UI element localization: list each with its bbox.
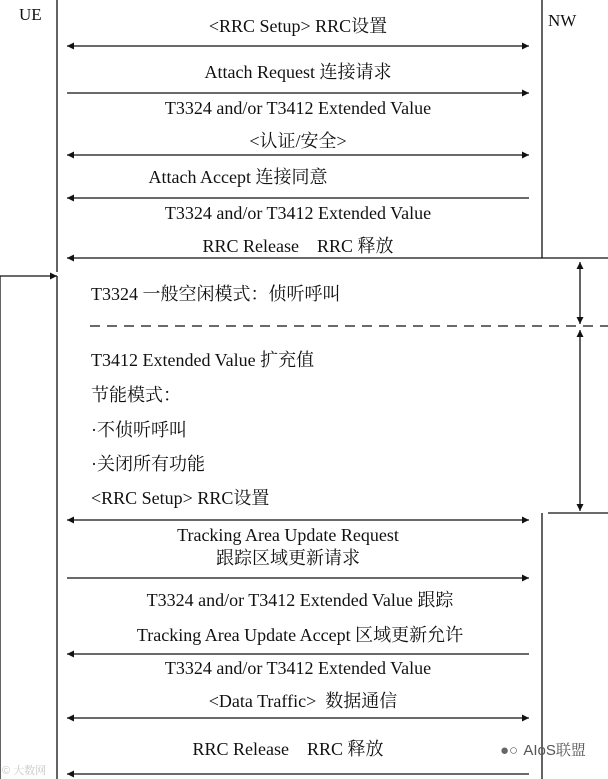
msg-rrc-release: RRC Release RRC 释放	[202, 236, 394, 256]
state-psm: 节能模式：	[91, 385, 181, 405]
state-ext-value: T3412 Extended Value 扩充值	[91, 350, 315, 370]
watermark-right	[500, 739, 586, 760]
wechat-icon: ●○	[500, 742, 519, 759]
msg-tau-request-cn: 跟踪区域更新请求	[216, 548, 360, 568]
msg-ext-value-2: T3324 and/or T3412 Extended Value	[164, 203, 432, 223]
msg-ext-value-1: T3324 and/or T3412 Extended Value	[164, 98, 432, 118]
msg-ext-value-4: T3324 and/or T3412 Extended Value	[164, 658, 432, 678]
msg-auth-security: <认证/安全>	[249, 131, 347, 151]
msg-attach-accept: Attach Accept 连接同意	[148, 167, 328, 187]
msg-data-traffic: <Data Traffic> 数据通信	[208, 691, 398, 711]
state-rrc-setup: <RRC Setup> RRC设置	[91, 488, 270, 508]
msg-attach-request: Attach Request 连接请求	[204, 62, 392, 82]
msg-ext-value-3: T3324 and/or T3412 Extended Value 跟踪	[146, 590, 454, 610]
ue-label: UE	[19, 5, 42, 24]
msg-tau-request: Tracking Area Update Request	[177, 525, 399, 545]
watermark-left: © 大数网	[2, 765, 47, 777]
msg-rrc-setup: <RRC Setup> RRC设置	[208, 16, 388, 36]
msg-rrc-release-2: RRC Release RRC 释放	[192, 739, 384, 759]
nw-label: NW	[548, 11, 577, 30]
msg-tau-accept: Tracking Area Update Accept 区域更新允许	[136, 625, 464, 645]
watermark-right-text: AIoS联盟	[523, 742, 586, 759]
state-idle-mode: T3324 一般空闲模式：侦听呼叫	[91, 284, 341, 304]
state-psm-no-listen: ·不侦听呼叫	[91, 420, 187, 440]
state-psm-off: ·关闭所有功能	[91, 454, 205, 474]
